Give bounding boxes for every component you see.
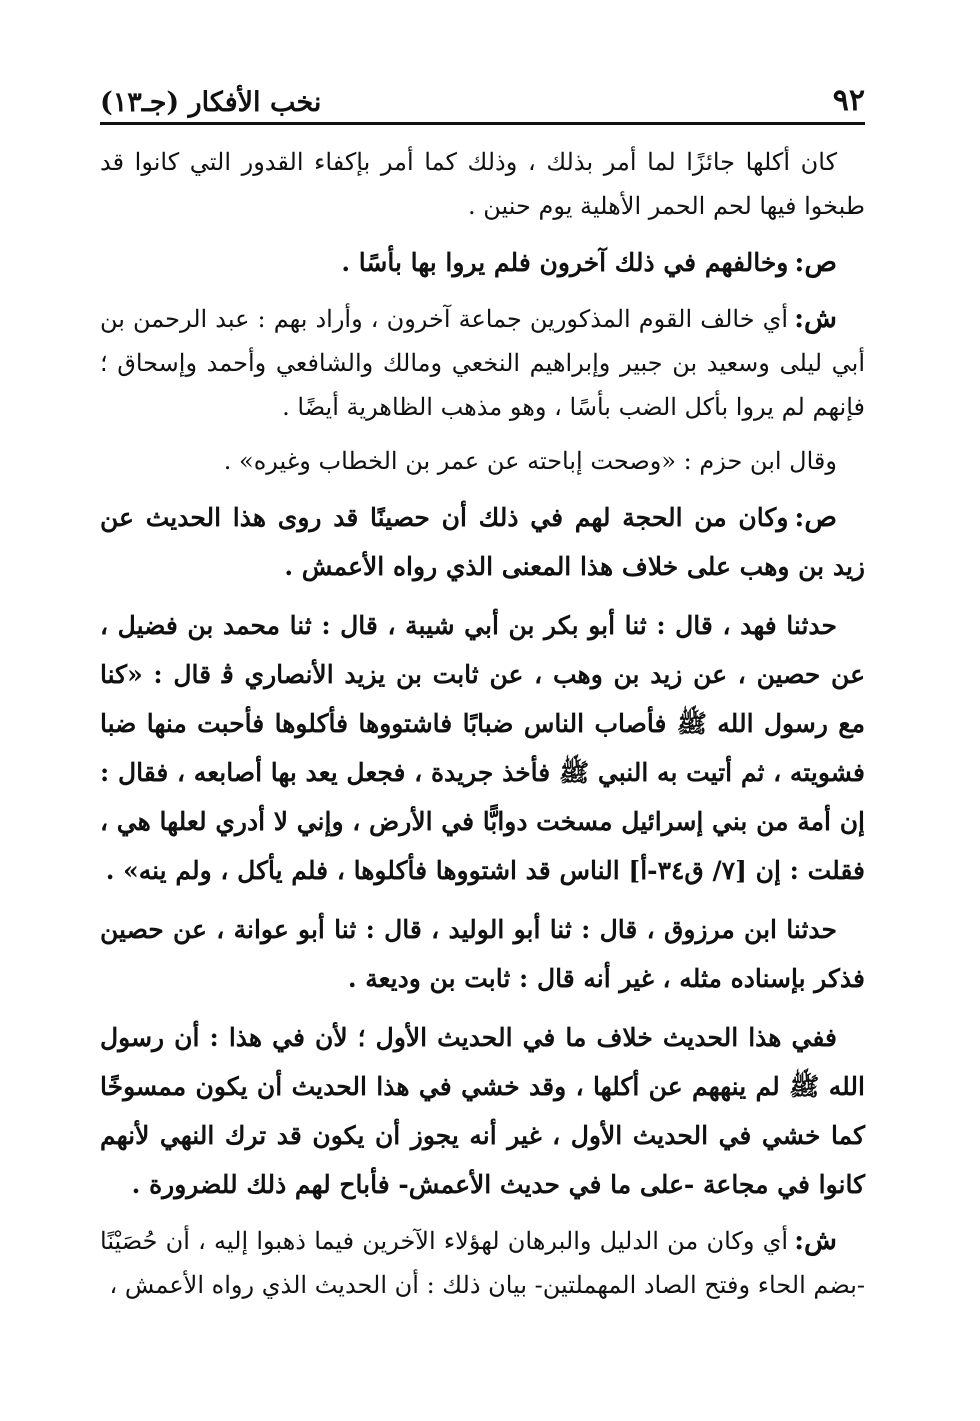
page-header — [100, 68, 865, 118]
paragraph-text: وخالفهم في ذلك آخرون فلم يروا بها بأسًا . — [341, 248, 789, 277]
paragraph-2 — [100, 238, 865, 287]
paragraph-7 — [100, 905, 865, 1003]
page-number: ٩٢ — [832, 83, 865, 118]
page-body — [100, 140, 865, 1317]
section-label-sad: ص: — [794, 247, 837, 278]
paragraph-8 — [100, 1013, 865, 1209]
paragraph-text: كان أكلها جائزًا لما أمر بذلك ، وذلك كما أمر بإكفاء القدور التي كانوا قد طبخوا فيها لحم الحمر الأهلية يوم حنين . — [100, 148, 865, 220]
paragraph-1 — [100, 140, 865, 228]
section-label-shin: ش: — [794, 1225, 837, 1256]
paragraph-text: وكان من الحجة لهم في ذلك أن حصينًا قد روى هذا الحديث عن زيد بن وهب على خلاف هذا المعنى الذي رواه الأعمش . — [100, 503, 865, 581]
paragraph-text: أي خالف القوم المذكورين جماعة آخرون ، وأراد بهم : عبد الرحمن بن أبي ليلى وسعيد بن جبير وإبراهيم النخعي ومالك والشافعي وأحمد وإسحاق ؛ فإنهم لم يروا بأكل الضب بأسًا ، وهو مذهب الظاهرية أيضًا . — [100, 305, 865, 421]
paragraph-9 — [100, 1219, 865, 1307]
running-title: نخب الأفكار (جـ١٣) — [100, 87, 322, 118]
paragraph-text: حدثنا ابن مرزوق ، قال : ثنا أبو الوليد ، قال : ثنا أبو عوانة ، عن حصين فذكر بإسناده مثله ، غير أنه قال : ثابت بن وديعة . — [100, 915, 865, 993]
section-label-shin: ش: — [794, 303, 837, 334]
section-label-sad: ص: — [794, 502, 837, 533]
paragraph-text: وقال ابن حزم : «وصحت إباحته عن عمر بن الخطاب وغيره» . — [223, 447, 837, 475]
header-rule — [100, 122, 865, 125]
paragraph-5 — [100, 493, 865, 591]
paragraph-6 — [100, 601, 865, 895]
paragraph-4 — [100, 439, 865, 483]
paragraph-text: ففي هذا الحديث خلاف ما في الحديث الأول ؛ لأن في هذا : أن رسول الله ﷺ لم ينههم عن أكلها ، وقد خشي في هذا الحديث أن يكون ممسوخًا كما خشي في الحديث الأول ، غير أنه يجوز أن يكون قد ترك النهي لأنهم كانوا في مجاعة -على ما في حديث الأعمش- فأباح لهم ذلك للضرورة . — [100, 1023, 865, 1199]
paragraph-3 — [100, 297, 865, 429]
paragraph-text: حدثنا فهد ، قال : ثنا أبو بكر بن أبي شيبة ، قال : ثنا محمد بن فضيل ، عن حصين ، عن زيد بن وهب ، عن ثابت بن يزيد الأنصاري ﭬ قال : «كنا مع رسول الله ﷺ فأصاب الناس ضبابًا فاشتووها فأكلوها فأحبت منها ضبا فشويته ، ثم أتيت به النبي ﷺ فأخذ جريدة ، فجعل يعد بها أصابعه ، فقال : إن أمة من بني إسرائيل مسخت دوابًّا في الأرض ، وإني لا أدري لعلها هي ، فقلت : إن [٧/ ق٣٤-أ] الناس قد اشتووها فأكلوها ، فلم يأكل ، ولم ينه» . — [100, 611, 865, 885]
paragraph-text: أي وكان من الدليل والبرهان لهؤلاء الآخرين فيما ذهبوا إليه ، أن حُصَيْنًا -بضم الحاء وفتح الصاد المهملتين- بيان ذلك : أن الحديث الذي رواه الأعمش ، — [100, 1227, 865, 1299]
